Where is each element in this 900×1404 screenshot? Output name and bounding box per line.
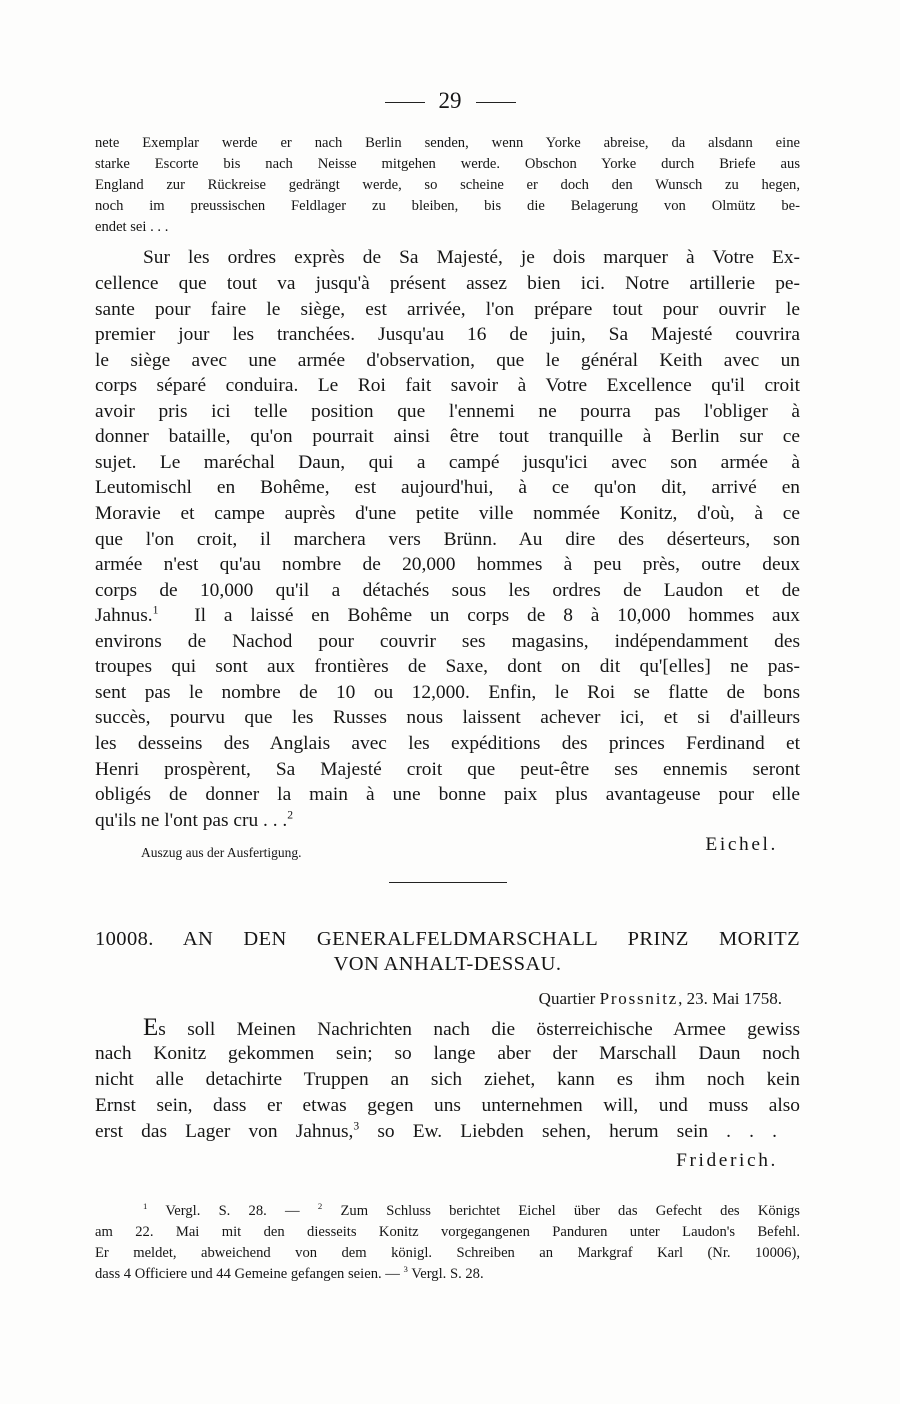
dateline-place: Prossnitz	[599, 989, 679, 1008]
drop-cap: E	[143, 1014, 159, 1041]
footnote-ref-1: 1	[152, 603, 159, 617]
footnote-text: Vergl. S. 28.	[411, 1266, 484, 1282]
footnote-marker-2: 2	[317, 1201, 323, 1212]
footnote-text: dass 4 Officiere und 44 Gemeine gefangen seien. —	[95, 1266, 400, 1282]
excerpt-line: starke Escorte bis nach Neisse mitgehen werde. Obschon Yorke durch Briefe aus	[95, 156, 800, 172]
letter-line: sujet. Le maréchal Daun, qui a campé jusqu'ici avec son armée à	[95, 452, 800, 473]
dateline-date: , 23. Mai 1758.	[678, 989, 782, 1008]
page-number	[0, 86, 900, 116]
letter-line: armée n'est qu'au nombre de 20,000 hommes à peu près, outre deux	[95, 554, 800, 575]
letter-line: premier jour les tranchées. Jusqu'au 16 de juin, Sa Majesté couvrira	[95, 324, 800, 345]
excerpt-line: nete Exemplar werde er nach Berlin senden, wenn Yorke abreise, da alsdann eine	[95, 135, 800, 151]
letter-line: corps de 10,000 qu'il a détachés sous les ordres de Laudon et de	[95, 580, 800, 601]
document-heading	[95, 926, 800, 952]
footnote-text: Vergl. S. 28. —	[165, 1203, 300, 1219]
letter-line: Leutomischl en Bohême, est aujourd'hui, à ce qu'on dit, arrivé en	[95, 477, 800, 498]
excerpt-line: endet sei . . .	[95, 219, 169, 235]
footnote-marker-1: 1	[143, 1201, 148, 1212]
document-title-line-2: VON ANHALT-DESSAU.	[333, 953, 562, 975]
signature-eichel: Eichel.	[705, 834, 778, 855]
excerpt-line: noch im preussischen Feldlager zu bleiben, bis die Belagerung von Olmütz be-	[95, 198, 800, 214]
letter-text: qu'ils ne l'ont pas cru . . .	[95, 810, 288, 831]
signature-friderich: Friderich.	[676, 1150, 778, 1171]
letter-line: Sur les ordres exprès de Sa Majesté, je dois marquer à Votre Ex-	[143, 247, 800, 268]
footnote-line	[95, 1201, 800, 1222]
dateline	[95, 987, 782, 1011]
letter-line	[95, 808, 800, 834]
letter-text: Jahnus.	[95, 605, 153, 626]
letter-line: Moravie et campe auprès d'une petite ville nommée Konitz, d'où, à ce	[95, 503, 800, 524]
footnote-ref-3: 3	[353, 1119, 360, 1133]
letter-text: Il a laissé en Bohême un corps de 8 à 10,000 hommes aux	[194, 605, 800, 626]
body-line: Ernst sein, dass er etwas gegen uns unternehmen will, und muss also	[95, 1095, 800, 1116]
source-note: Auszug aus der Ausfertigung.	[141, 845, 302, 860]
letter-line: environs de Nachod pour couvrir ses magasins, indépendamment des	[95, 631, 800, 652]
letter-line: sent pas le nombre de 10 ou 12,000. Enfin, le Roi se flatte de bons	[95, 682, 800, 703]
letter-line: corps séparé conduira. Le Roi fait savoir à Votre Excellence qu'il croit	[95, 375, 800, 396]
letter-line: sante pour faire le siège, est arrivée, l'on prépare tout pour ouvrir le	[95, 299, 800, 320]
page-number-dash-left	[385, 102, 425, 103]
body-text: erst das Lager von Jahnus,	[95, 1121, 354, 1142]
letter-line: les desseins des Anglais avec les expéditions des princes Ferdinand et	[95, 733, 800, 754]
footnote-text: Zum Schluss berichtet Eichel über das Gefecht des Königs	[340, 1203, 800, 1219]
letter-line: donner bataille, qu'on pourrait ainsi être tout tranquille à Berlin sur ce	[95, 426, 800, 447]
section-divider	[389, 882, 507, 883]
footnote-line: Er meldet, abweichend von dem königl. Schreiben an Markgraf Karl (Nr. 10006),	[95, 1245, 800, 1261]
letter-line: succès, pourvu que les Russes nous laissent achever ici, et si d'ailleurs	[95, 707, 800, 728]
letter-line	[95, 603, 800, 629]
body-line: nach Konitz gekommen sein; so lange aber der Marschall Daun noch	[95, 1043, 800, 1064]
dateline-prefix: Quartier	[538, 989, 596, 1008]
letter-line: cellence que tout va jusqu'à présent assez bien ici. Notre artillerie pe-	[95, 273, 800, 294]
letter-line: obligés de donner la main à une bonne paix plus avantageuse pour elle	[95, 784, 800, 805]
body-text: so Ew. Liebden sehen, herum sein . . .	[377, 1121, 777, 1142]
footnote-marker-3: 3	[403, 1264, 408, 1275]
letter-line: que l'on croit, il marchera vers Brünn. Au dire des déserteurs, son	[95, 529, 800, 550]
letter-line: Henri prospèrent, Sa Majesté croit que peut-être ses ennemis seront	[95, 759, 800, 780]
footnote-line	[95, 1264, 800, 1285]
letter-line: avoir pris ici telle position que l'ennemi ne pourra pas l'obliger à	[95, 401, 800, 422]
body-line	[95, 1015, 800, 1043]
footnote-ref-2: 2	[287, 808, 294, 822]
excerpt-line: England zur Rückreise gedrängt werde, so scheine er doch den Wunsch zu hegen,	[95, 177, 800, 193]
page-number-dash-right	[476, 102, 516, 103]
body-line: nicht alle detachirte Truppen an sich ziehet, kann es ihm noch kein	[95, 1069, 800, 1090]
letter-line: troupes qui sont aux frontières de Saxe, dont on dit qu'[elles] ne pas-	[95, 656, 800, 677]
document-title-line-1: AN DEN GENERALFELDMARSCHALL PRINZ MORITZ	[182, 928, 800, 950]
page-number-text: 29	[438, 88, 462, 113]
body-text: s soll Meinen Nachrichten nach die österreichische Armee gewiss	[158, 1019, 800, 1040]
footnote-line: am 22. Mai mit den diesseits Konitz vorgegangenen Panduren unter Laudon's Befehl.	[95, 1224, 800, 1240]
letter-line: le siège avec une armée d'observation, que le général Keith avec un	[95, 350, 800, 371]
body-line	[95, 1119, 777, 1145]
document-number: 10008.	[95, 928, 154, 950]
